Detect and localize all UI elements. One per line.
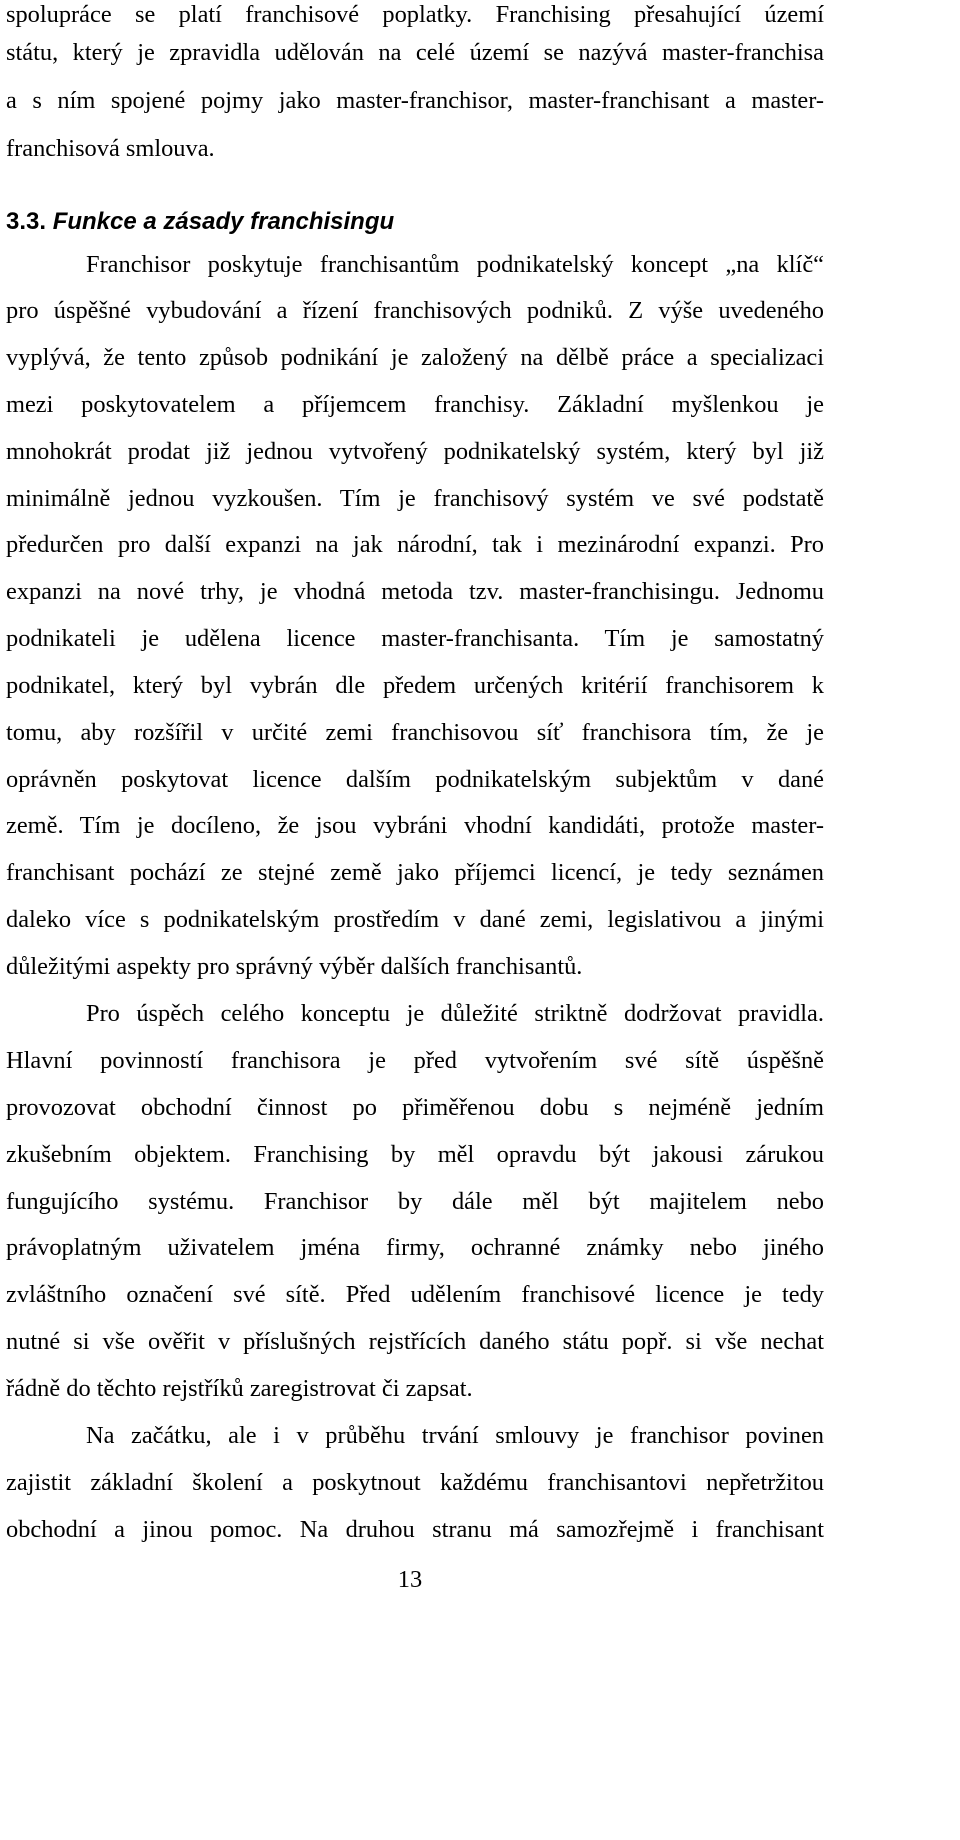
paragraph1-line-15: daleko více s podnikatelským prostředím v dané zemi, legislativou a jinými <box>6 906 824 933</box>
paragraph2-line-4: zkušebním objektem. Franchising by měl opravdu být jakousi zárukou <box>6 1141 824 1168</box>
paragraph1-line-7: předurčen pro další expanzi na jak národní, tak i mezinárodní expanzi. Pro <box>6 531 824 558</box>
paragraph2-line-7: zvláštního označení své sítě. Před udělením franchisové licence je tedy <box>6 1281 824 1308</box>
paragraph1-line-9: podnikateli je udělena licence master-franchisanta. Tím je samostatný <box>6 625 824 652</box>
paragraph1-line-2: pro úspěšné vybudování a řízení franchisových podniků. Z výše uvedeného <box>6 297 824 324</box>
paragraph1-line-4: mezi poskytovatelem a příjemcem franchisy. Základní myšlenkou je <box>6 391 824 418</box>
paragraph1-line-8: expanzi na nové trhy, je vhodná metoda tzv. master-franchisingu. Jednomu <box>6 578 824 605</box>
paragraph2-line-5: fungujícího systému. Franchisor by dále měl být majitelem nebo <box>6 1188 824 1215</box>
paragraph1-line-5: mnohokrát prodat již jednou vytvořený podnikatelský systém, který byl již <box>6 438 824 465</box>
paragraph2-line-6: právoplatným uživatelem jména firmy, ochranné známky nebo jiného <box>6 1234 824 1261</box>
paragraph3-line-1: Na začátku, ale i v průběhu trvání smlouvy je franchisor povinen <box>86 1422 824 1449</box>
paragraph1-line-16: důležitými aspekty pro správný výběr dalších franchisantů. <box>6 953 583 980</box>
paragraph2-line-3: provozovat obchodní činnost po přiměřenou dobu s nejméně jedním <box>6 1094 824 1121</box>
section-title: Funkce a zásady franchisingu <box>52 208 395 235</box>
paragraph2-line-1: Pro úspěch celého konceptu je důležité striktně dodržovat pravidla. <box>86 1000 824 1027</box>
section-heading <box>6 207 394 237</box>
paragraph1-line-10: podnikatel, který byl vybrán dle předem určených kritérií franchisorem k <box>6 672 824 699</box>
paragraph1-line-6: minimálně jednou vyzkoušen. Tím je franchisový systém ve své podstatě <box>6 485 824 512</box>
paragraph2-line-9: řádně do těchto rejstříků zaregistrovat či zapsat. <box>6 1375 473 1402</box>
page-number: 13 <box>397 1566 423 1593</box>
paragraph1-line-13: země. Tím je docíleno, že jsou vybráni vhodní kandidáti, protože master- <box>6 812 824 839</box>
intro-line-2: státu, který je zpravidla udělován na celé území se nazývá master-franchisa <box>6 39 824 66</box>
paragraph3-line-2: zajistit základní školení a poskytnout každému franchisantovi nepřetržitou <box>6 1469 824 1496</box>
intro-line-3: a s ním spojené pojmy jako master-franchisor, master-franchisant a master- <box>6 87 824 114</box>
paragraph1-line-3: vyplývá, že tento způsob podnikání je založený na dělbě práce a specializaci <box>6 344 824 371</box>
paragraph2-line-8: nutné si vše ověřit v příslušných rejstřících daného státu popř. si vše nechat <box>6 1328 824 1355</box>
intro-line-1: spolupráce se platí franchisové poplatky. Franchising přesahující území <box>6 1 824 28</box>
paragraph1-line-1: Franchisor poskytuje franchisantům podnikatelský koncept „na klíč“ <box>86 251 824 278</box>
section-number: 3.3. <box>6 208 47 235</box>
paragraph1-line-14: franchisant pochází ze stejné země jako příjemci licencí, je tedy seznámen <box>6 859 824 886</box>
paragraph1-line-12: oprávněn poskytovat licence dalším podnikatelským subjektům v dané <box>6 766 824 793</box>
paragraph3-line-3: obchodní a jinou pomoc. Na druhou stranu má samozřejmě i franchisant <box>6 1516 824 1543</box>
paragraph1-line-11: tomu, aby rozšířil v určité zemi franchisovou síť franchisora tím, že je <box>6 719 824 746</box>
intro-line-4: franchisová smlouva. <box>6 135 215 162</box>
paragraph2-line-2: Hlavní povinností franchisora je před vytvořením své sítě úspěšně <box>6 1047 824 1074</box>
